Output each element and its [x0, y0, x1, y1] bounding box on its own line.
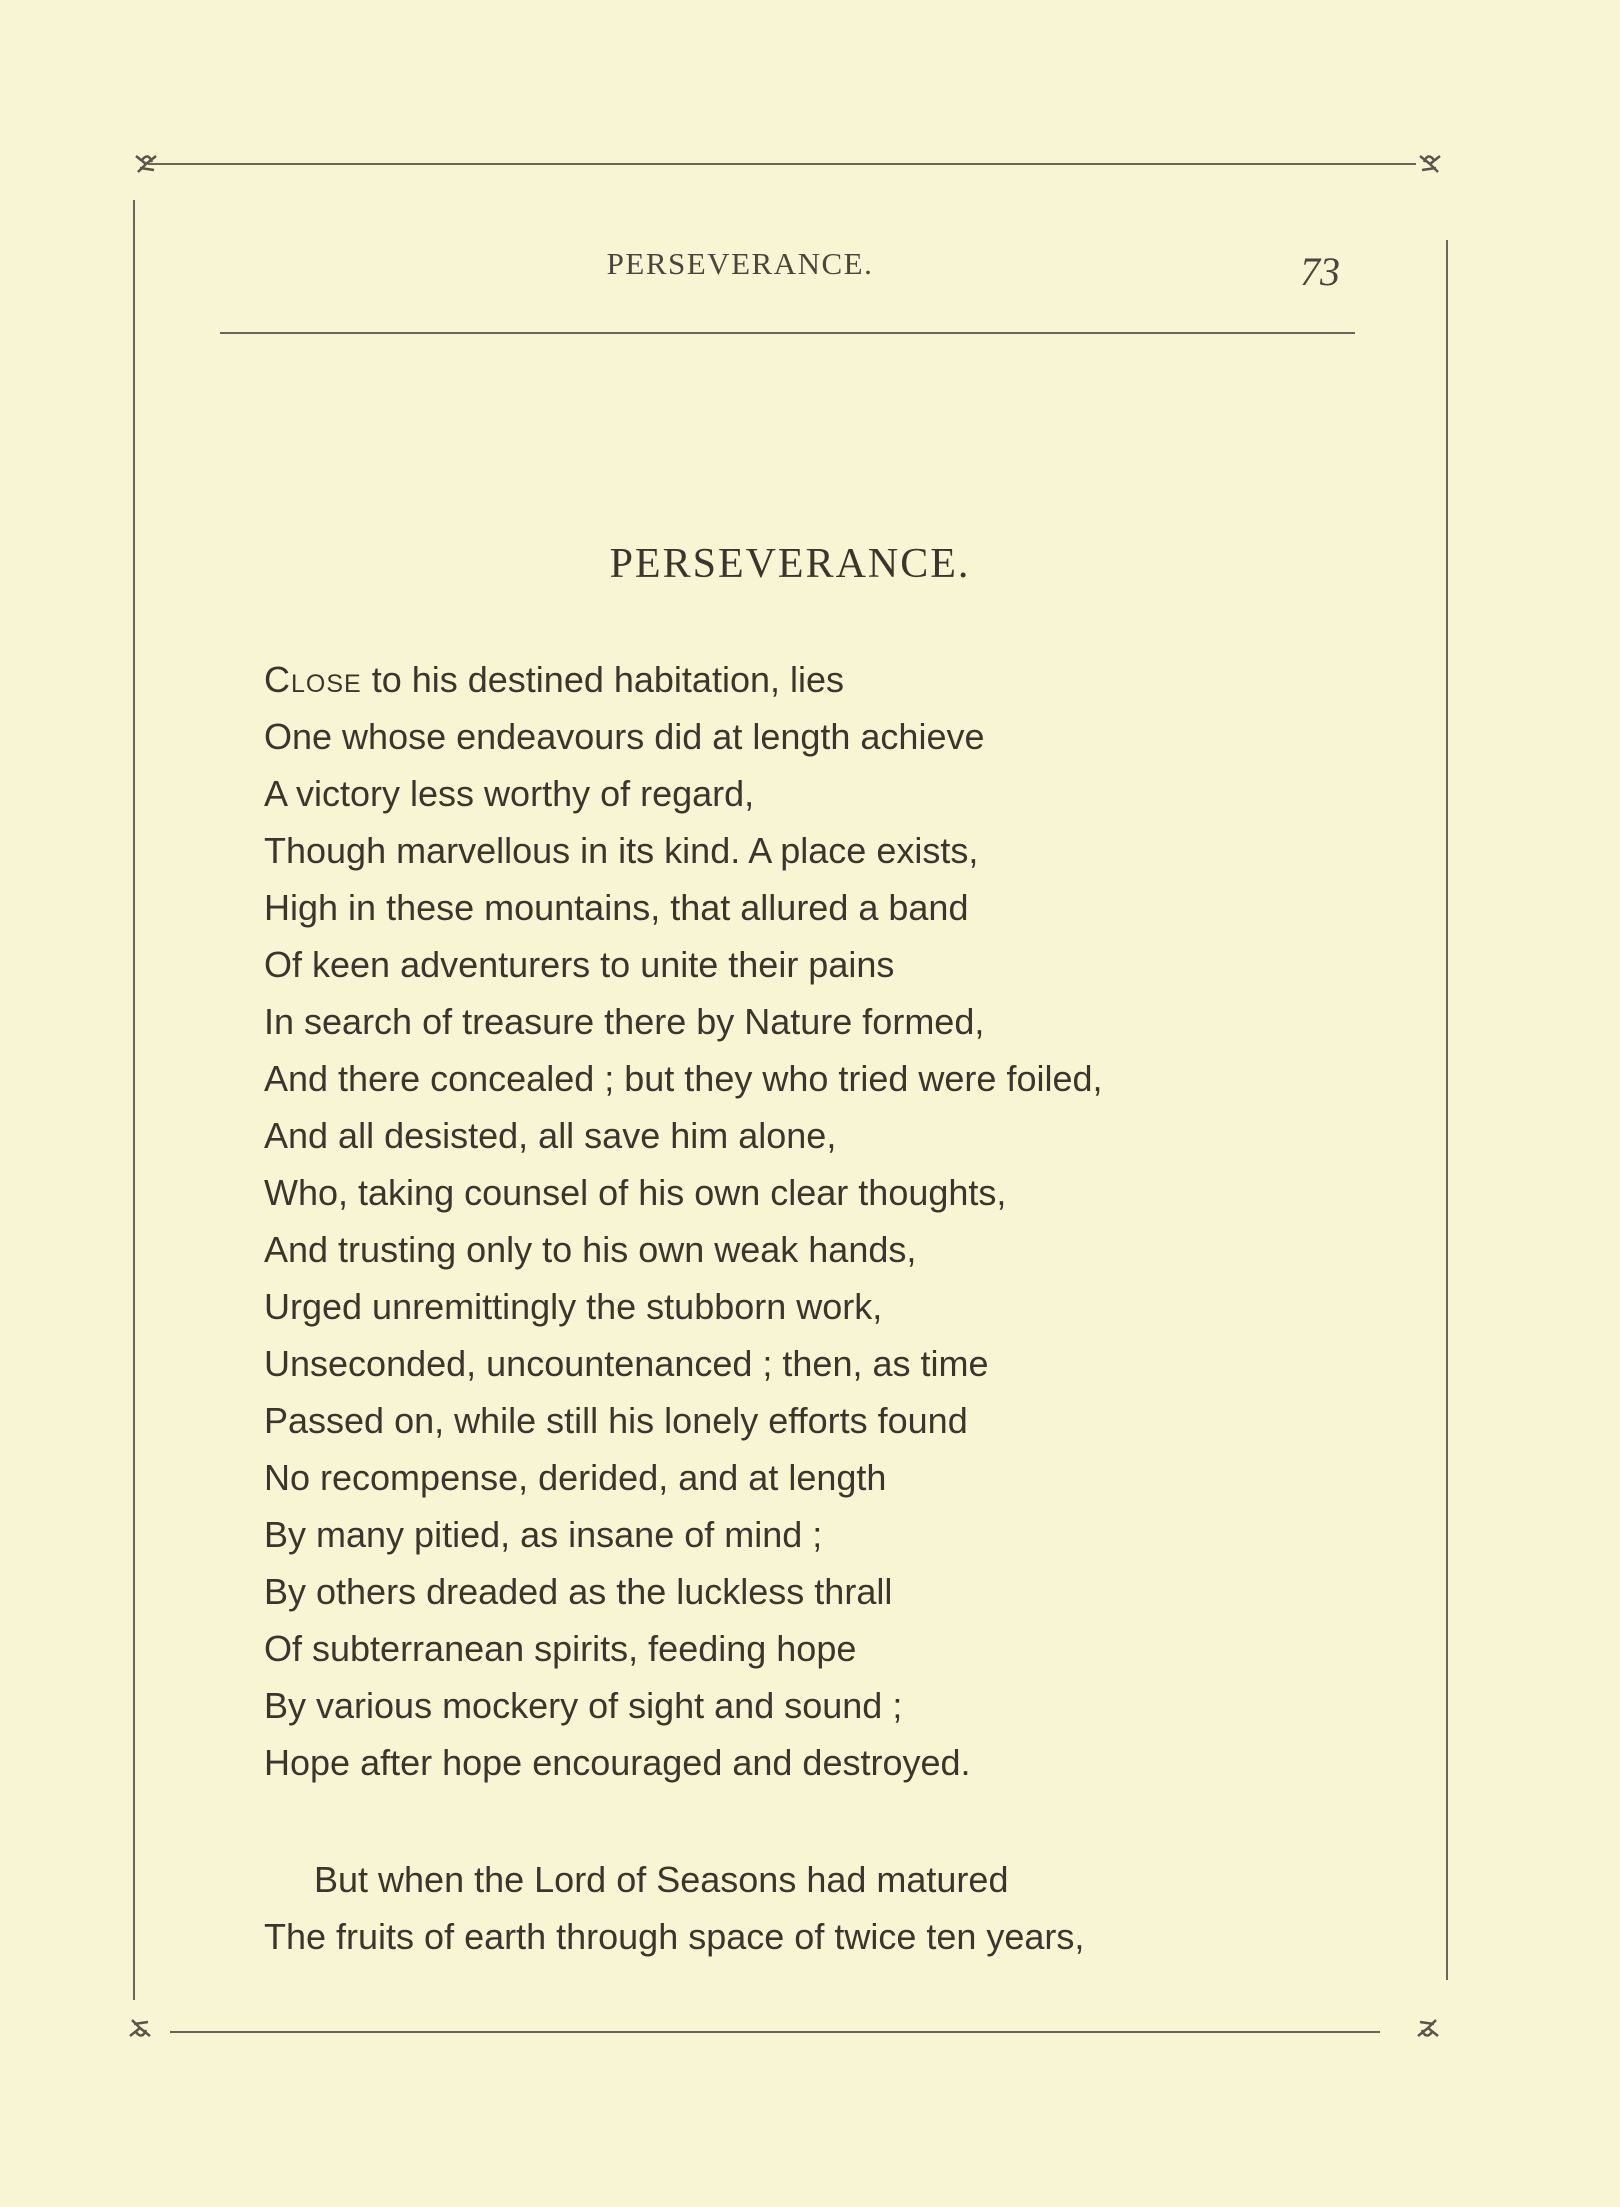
- ornamental-corner-icon: [1408, 2008, 1442, 2042]
- poem-line: Passed on, while still his lonely efforts found: [264, 1400, 968, 1441]
- poem-line: Of keen adventurers to unite their pains: [264, 944, 895, 985]
- poem-line: By others dreaded as the luckless thrall: [264, 1571, 893, 1612]
- poem-line: And trusting only to his own weak hands,: [264, 1229, 917, 1270]
- poem-line: Of subterranean spirits, feeding hope: [264, 1628, 857, 1669]
- first-line-text: to his destined habitation, lies: [361, 659, 845, 700]
- poem-body: [264, 651, 1394, 1965]
- poem-line: And all desisted, all save him alone,: [264, 1115, 837, 1156]
- poem-line: High in these mountains, that allured a band: [264, 887, 969, 928]
- frame-right-rule: [1446, 240, 1448, 1980]
- poem-title: PERSEVERANCE.: [609, 541, 971, 587]
- poem-line: Who, taking counsel of his own clear thoughts,: [264, 1172, 1007, 1213]
- poem-line: And there concealed ; but they who tried were foiled,: [264, 1058, 1103, 1099]
- poem-line: By various mockery of sight and sound ;: [264, 1685, 903, 1726]
- page-number: 73: [1300, 249, 1340, 294]
- stanza-break: [264, 1791, 1394, 1851]
- ornamental-corner-icon: [132, 150, 166, 184]
- poem-line: The fruits of earth through space of twice ten years,: [264, 1916, 1085, 1957]
- frame-top-rule: [148, 163, 1416, 165]
- poem-line: By many pitied, as insane of mind ;: [264, 1514, 823, 1555]
- poem-line: [264, 651, 1394, 708]
- frame-left-rule: [133, 200, 135, 2000]
- poem-line: No recompense, derided, and at length: [264, 1457, 887, 1498]
- poem-line: But when the Lord of Seasons had matured: [314, 1859, 1009, 1900]
- ornamental-corner-icon: [126, 2008, 160, 2042]
- poem-line: Urged unremittingly the stubborn work,: [264, 1286, 883, 1327]
- poem-line: A victory less worthy of regard,: [264, 773, 755, 814]
- poem-line: In search of treasure there by Nature formed,: [264, 1001, 985, 1042]
- poem-line: One whose endeavours did at length achieve: [264, 716, 985, 757]
- frame-bottom-rule: [170, 2031, 1380, 2033]
- running-head: PERSEVERANCE.: [606, 246, 874, 281]
- poem-line: Unseconded, uncountenanced ; then, as time: [264, 1343, 989, 1384]
- poem-line: Though marvellous in its kind. A place exists,: [264, 830, 979, 871]
- drop-word: Close: [264, 659, 362, 700]
- ornamental-corner-icon: [1410, 150, 1444, 184]
- poem-line: Hope after hope encouraged and destroyed.: [264, 1742, 971, 1783]
- header-rule: [220, 332, 1355, 334]
